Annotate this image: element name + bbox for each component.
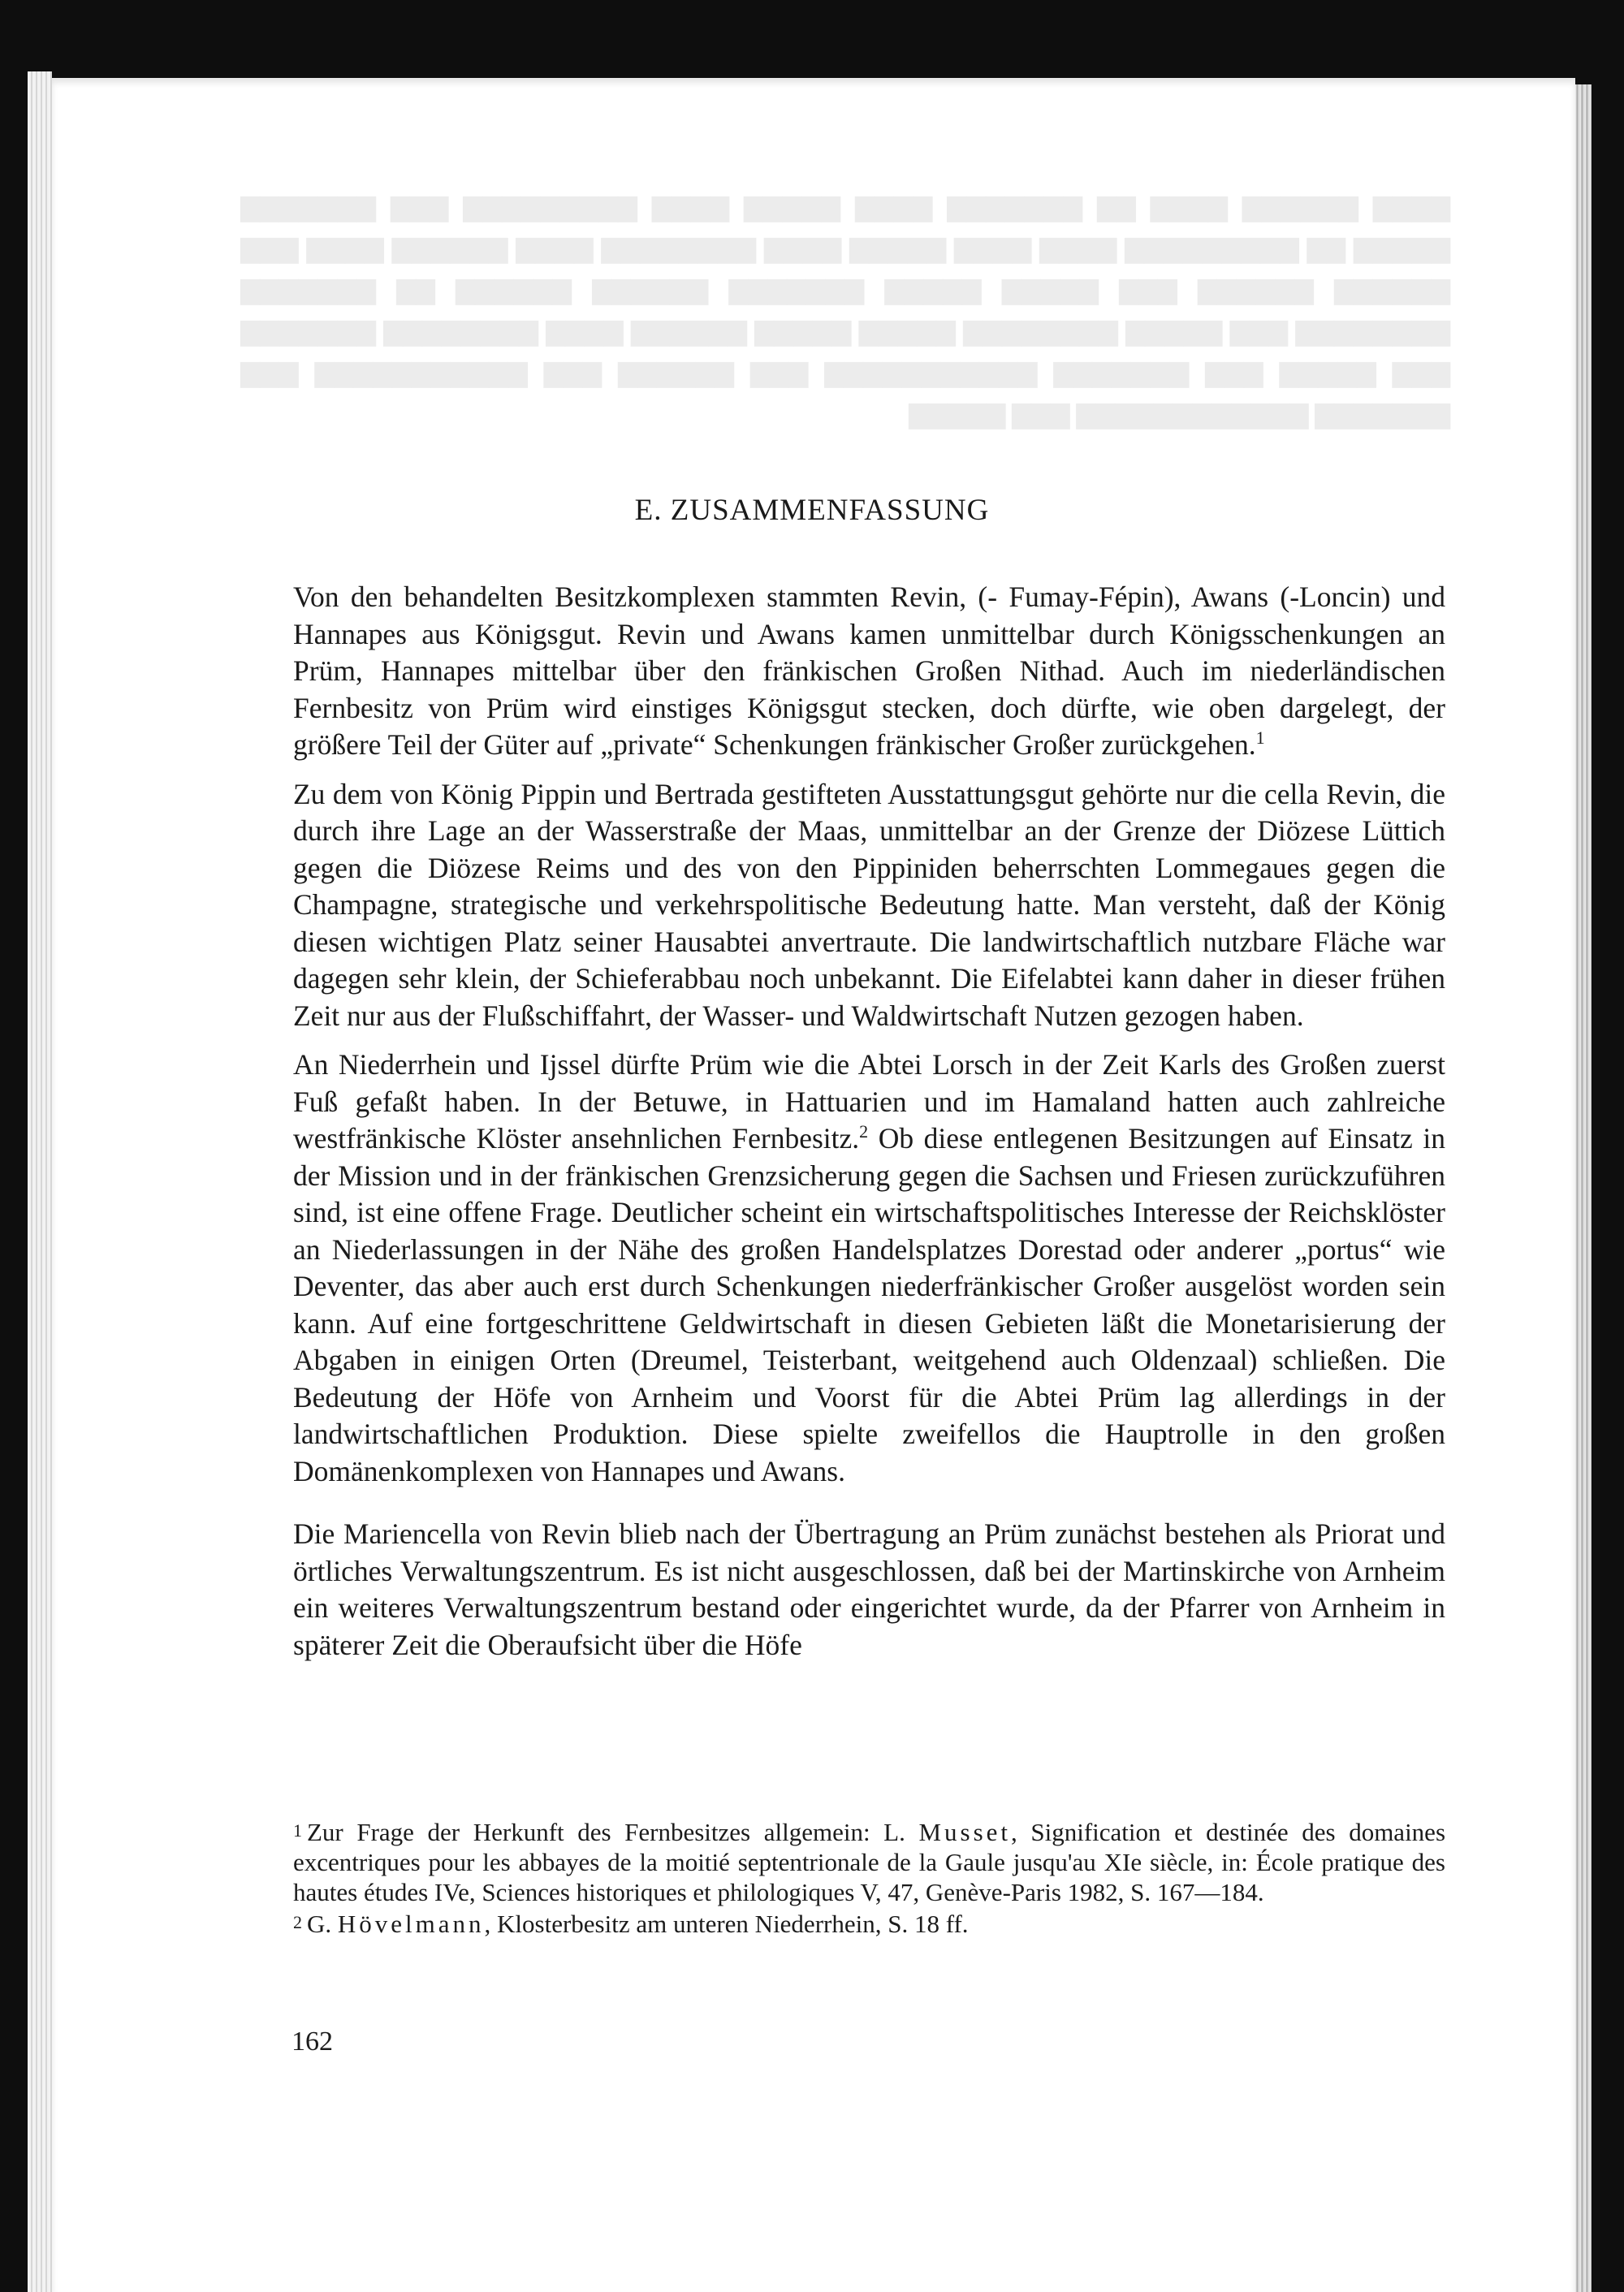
- paragraph-1: [293, 579, 1445, 764]
- page-number: 162: [292, 2027, 333, 2057]
- footnote-1-before: Zur Frage der Herkunft des Fernbesitzes allgemein: L.: [307, 1818, 919, 1846]
- paragraph-3-text-after: Ob diese entlegenen Besitzungen auf Einsatz in der Mission und in der fränkischen Grenzsicherung gegen die Sachsen und Friesen zurückzuführen sind, ist eine offene Frage. Deutlicher scheint ein wirtschaftspolitisches Interesse der Reichsklöster an Niederlassungen in der Nähe des großen Handelsplatzes Dorestad oder anderer „portus“ wie Deventer, das aber auch erst durch Schenkungen niederfränkischer Großer ausgelöst worden sein kann. Auf eine fortgeschrittene Geldwirtschaft in diesen Gebieten läßt die Monetarisierung der Abgaben in einigen Orten (Dreumel, Teisterbant, weitgehend auch Oldenzaal) schließen. Die Bedeutung der Höfe von Arnheim und Voorst für die Abtei Prüm lag allerdings in der landwirtschaftlichen Produktion. Diese spielte zweifellos die Hauptrolle in den großen Domänenkomplexen von Hannapes und Awans.: [293, 1122, 1445, 1487]
- footnote-2-before: G.: [307, 1910, 338, 1938]
- bleed-through-texture: ▇▇▇▇ ▇▇▇▇▇▇ ▇▇▇▇ ▇▇ ▇▇▇▇▇▇▇ ▇▇▇▇ ▇▇▇▇▇ ▇▇▇▇ ▇▇▇▇▇▇▇▇▇ ▇▇▇ ▇▇▇▇▇▇▇ ▇▇▇▇▇ ▇▇ ▇▇▇▇▇▇▇▇▇ ▇▇▇▇ ▇▇▇▇ ▇▇▇▇▇ ▇▇▇▇ ▇▇▇▇▇▇▇▇ ▇▇▇▇ ▇▇▇▇▇▇ ▇▇▇▇ ▇▇▇ ▇▇▇▇▇▇ ▇▇▇▇▇▇ ▇▇▇ ▇▇▇▇▇ ▇▇▇▇▇ ▇▇▇▇▇▇▇ ▇▇▇▇▇▇ ▇▇▇▇▇▇ ▇▇ ▇▇▇▇▇▇▇ ▇▇▇▇▇▇▇▇ ▇▇▇ ▇▇▇▇▇ ▇▇▇▇▇▇▇▇ ▇▇▇▇▇ ▇▇▇▇▇ ▇▇▇▇▇▇ ▇▇▇▇ ▇▇▇▇▇▇▇▇ ▇▇▇▇▇▇▇ ▇▇▇ ▇▇▇▇▇ ▇▇▇ ▇▇▇▇▇▇▇ ▇▇▇▇▇▇▇▇▇▇▇ ▇▇▇ ▇▇▇▇▇▇ ▇▇▇ ▇▇▇▇▇▇▇▇▇▇▇ ▇▇▇ ▇▇▇▇▇▇▇ ▇▇▇▇▇▇▇▇▇▇▇▇ ▇▇▇ ▇▇▇▇▇: [240, 193, 1450, 429]
- page-edge-stack: [28, 71, 52, 2292]
- footnote-2: [293, 1907, 1445, 1939]
- paragraph-3-text-before: An Niederrhein und Ijssel dürfte Prüm wie die Abtei Lorsch in der Zeit Karls des Großen zuerst Fuß gefaßt haben. In der Betuwe, in Hattuarien und im Hamaland hatten auch zahlreiche westfränkische Klöster ansehnlichen Fernbesitz.: [293, 1048, 1445, 1155]
- paragraph-2-text: Zu dem von König Pippin und Bertrada gestifteten Ausstattungsgut gehörte nur die cella Revin, die durch ihre Lage an der Wasserstraße der Maas, unmittelbar an der Grenze der Diözese Lüttich gegen die Diözese Reims und des von den Pippiniden beherrschten Lommegaues gegen die Champagne, strategische und verkehrspolitische Bedeutung hatte. Man versteht, daß der König diesen wichtigen Platz seiner Hausabtei anvertraute. Die landwirtschaftlich nutzbare Fläche war dagegen sehr klein, der Schieferabbau noch unbekannt. Die Eifelabtei kann daher in dieser frühen Zeit nur aus der Flußschiffahrt, der Wasser- und Waldwirtschaft Nutzen gezogen haben.: [293, 777, 1445, 1032]
- footnote-2-author: Hövelmann: [337, 1910, 485, 1938]
- section-heading: E. ZUSAMMENFASSUNG: [634, 494, 990, 527]
- footnote-ref-2: 2: [859, 1121, 869, 1142]
- footnote-1-author: Musset: [918, 1818, 1012, 1846]
- footnote-2-number: 2: [293, 1912, 302, 1932]
- page-edge-right: [1574, 84, 1592, 2292]
- footnote-2-after: , Klosterbesitz am unteren Niederrhein, S. 18 ff.: [484, 1910, 969, 1938]
- footnote-1-after: , Signification et destinée des domaines excentriques pour les abbayes de la moitié septentrionale de la Gaule jusqu'au XIe siècle, in: École pratique des hautes études IVe, Sciences historiques et philologiques V, 47, Genève-Paris 1982, S. 167—184.: [293, 1818, 1446, 1906]
- paragraph-4-text: Die Mariencella von Revin blieb nach der Übertragung an Prüm zunächst bestehen als Priorat und örtliches Verwaltungszentrum. Es ist nicht ausgeschlossen, daß bei der Martinskirche von Arnheim ein weiteres Verwaltungszentrum bestand oder eingerichtet wurde, da der Pfarrer von Arnheim in späterer Zeit die Oberaufsicht über die Höfe: [293, 1517, 1445, 1661]
- paragraph-3: [293, 1047, 1445, 1490]
- footnote-ref-1: 1: [1255, 727, 1265, 749]
- footnote-1: [293, 1815, 1445, 1907]
- body-text: [293, 579, 1445, 1676]
- footnotes: [293, 1815, 1445, 1939]
- paragraph-1-text: Von den behandelten Besitzkomplexen stammten Revin, (- Fumay-Fépin), Awans (-Loncin) und Hannapes aus Königsgut. Revin und Awans kamen unmittelbar durch Königsschenkungen an Prüm, Hannapes mittelbar über den fränkischen Großen Nithad. Auch im niederländischen Fernbesitz von Prüm wird einstiges Königsgut stecken, doch dürfte, wie oben dargelegt, der größere Teil der Güter auf „private“ Schenkungen fränkischer Großer zurückgehen.: [293, 581, 1445, 761]
- paragraph-4: [293, 1516, 1445, 1664]
- paragraph-2: [293, 776, 1445, 1035]
- footnote-1-number: 1: [293, 1820, 302, 1841]
